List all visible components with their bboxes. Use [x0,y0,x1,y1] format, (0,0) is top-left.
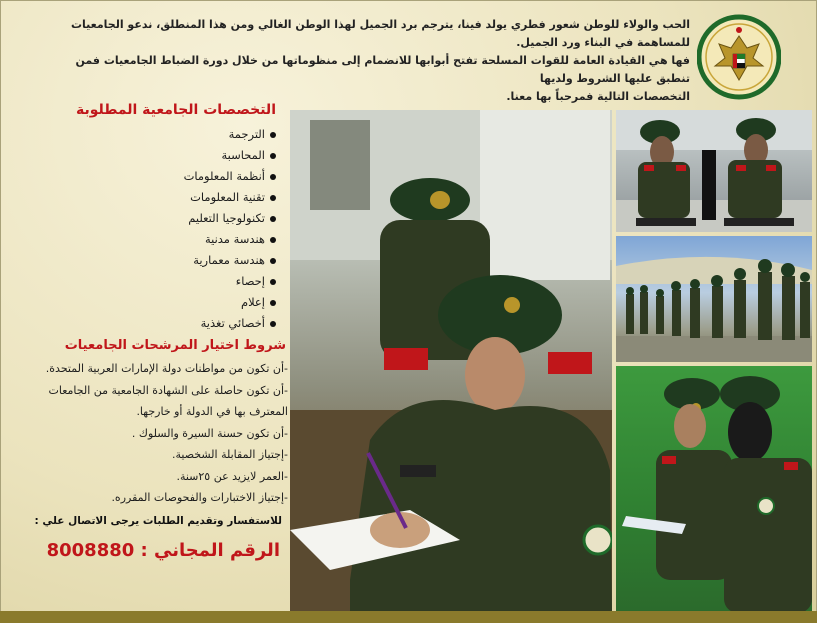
conditions-title: شروط اختيار المرشحات الجامعيات [64,338,286,353]
bullet-icon [270,300,276,306]
list-item: هندسة معمارية [80,250,276,271]
list-item: تقنية المعلومات [80,187,276,208]
list-item: المحاسبة [80,145,276,166]
contact-text: للاستفسار وتقديم الطلبات يرجى الاتصال علي : [34,515,282,527]
photo-cadets-reading [616,366,812,613]
bullet-icon [270,216,276,222]
intro-line-1: الحب والولاء للوطن شعور فطري يولد فينا، يترجم برد الجميل لهذا الوطن الغالي ومن هذا المنطلق، ندعو الجامعيات للمساهمة في البناء ورد الجميل. [70,18,690,49]
list-item: أنظمة المعلومات [80,166,276,187]
list-item: الترجمة [80,124,276,145]
list-item: -إجتياز الاختبارات والفحوصات المقرره. [111,491,288,504]
specializations-list [80,124,276,334]
list-item: -إجتياز المقابلة الشخصية. [172,448,288,461]
list-item: -أن تكون حسنة السيرة والسلوك . [131,426,288,440]
list-item: -العمر لايزيد عن ٢٥سنة. [176,469,288,483]
list-item: إحصاء [80,271,276,292]
conditions-list [6,358,288,509]
specializations-title: التخصصات الجامعية المطلوبة [75,102,276,118]
bullet-icon [270,174,276,180]
photo-cadets-at-computers [616,110,812,232]
list-item: -أن تكون حاصلة على الشهادة الجامعية من الجامعات [48,383,288,397]
bottom-bar [0,611,817,623]
armed-forces-emblem-icon [697,14,781,100]
bullet-icon [270,237,276,243]
toll-free-number[interactable]: الرقم المجاني : 8008880 [46,540,280,561]
list-item: هندسة مدنية [80,229,276,250]
list-item: -أن تكون من مواطنات دولة الإمارات العربية المتحدة. [45,362,288,375]
list-item: أخصائي تغذية [80,313,276,334]
bullet-icon [270,279,276,285]
photo-cadets-marching [616,236,812,362]
list-item: إعلام [80,292,276,313]
bullet-icon [270,321,276,327]
list-item: تكنولوجيا التعليم [80,208,276,229]
bullet-icon [270,153,276,159]
main-photo-cadet-writing [290,110,612,613]
bullet-icon [270,132,276,138]
intro-line-2: فها هي القيادة العامة للقوات المسلحة تفتح أبوابها للانضمام إلى منظوماتها من خلال دورة الضباط الجامعيات فمن تنطبق عليها الشروط ولديها [75,54,690,85]
list-item: المعترف بها في الدولة أو خارجها. [136,405,288,418]
bullet-icon [270,258,276,264]
intro-paragraph [40,16,690,106]
bullet-icon [270,195,276,201]
intro-line-3: التخصصات التالية فمرحباً بها معنا. [506,90,690,103]
